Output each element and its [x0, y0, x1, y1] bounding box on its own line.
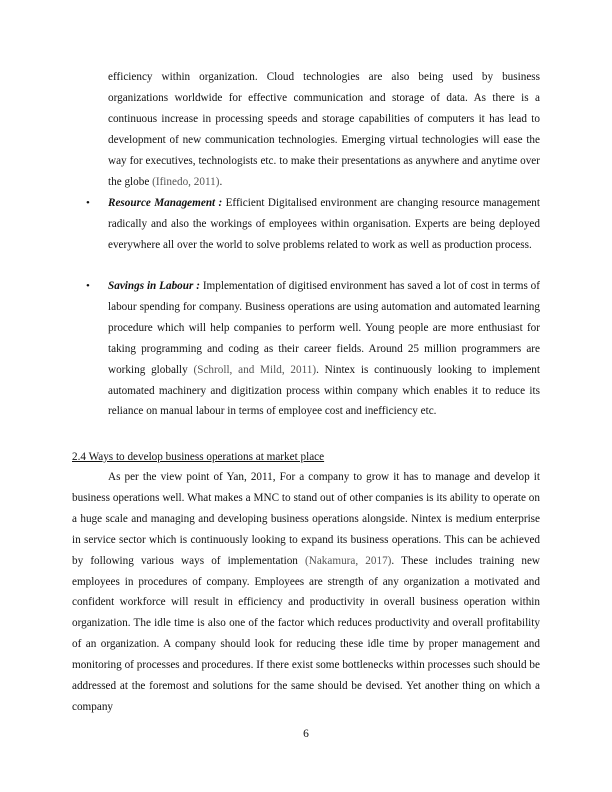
bullet-term: Savings in Labour : [108, 280, 200, 292]
bullet-text [108, 276, 540, 422]
page-number: 6 [303, 728, 309, 740]
section-text-end: . These includes training new employees in procedures of company. Employees are strength of any organization a motivated and confident workforce will result in efficiency and productivity in overall business operation within organization. The idle time is also one of the factor which reduces productivity and overall profitability of an organization. A company should look for reducing these idle time by proper management and monitoring of processes and procedures. If there exist some bottlenecks within processes such should be addressed at the foremost and solutions for the same should be devised. Yet another thing on which a company [72, 554, 540, 713]
bullet-icon: • [86, 197, 90, 209]
section-heading: 2.4 Ways to develop business operations at market place [72, 451, 325, 463]
bullet-citation: (Schroll, and Mild, 2011) [193, 363, 317, 376]
bullet-body: Efficient Digitalised environment are changing resource management radically and also the workings of employees within organisation. Experts are being deployed everywhere all over the world to solve problems related to work as well as production process. [108, 197, 540, 251]
bullet-text [108, 193, 540, 256]
bullet-body-end: . Nintex is continuously looking to implement automated machinery and digitization process within company which enables it to reduce its reliance on manual labour in terms of employee cost and inefficiency etc. [108, 363, 540, 418]
continuation-end: . [219, 175, 223, 188]
continuation-paragraph [108, 67, 540, 192]
section-paragraph [72, 467, 540, 718]
continuation-citation: (Ifinedo, 2011) [152, 175, 220, 188]
section-citation: (Nakamura, 2017) [305, 554, 392, 567]
section-text: As per the view point of Yan, 2011, For a company to grow it has to manage and develop it business operations well. What makes a MNC to stand out of other companies is its ability to operate on a huge scale and managing and developing business operations alongside. Nintex is medium enterprise in service sector which is continuously looking to expand its business operations. This can be achieved by following various ways of implementation [72, 471, 540, 567]
continuation-text: efficiency within organization. Cloud technologies are also being used by business organizations worldwide for effective communication and storage of data. As there is a continuous increase in processing speeds and storage capabilities of computers it has lead to development of new communication technologies. Emerging virtual technologies will ease the way for executives, technologists etc. to make their presentations as anywhere and anytime over the globe [108, 71, 540, 188]
bullet-term: Resource Management : [108, 197, 223, 209]
bullet-icon: • [86, 280, 90, 292]
bullet-body: Implementation of digitised environment has saved a lot of cost in terms of labour spending for company. Business operations are using automation and automated learning procedure which will help companies to perform well. Young people are more enthusiast for taking programming and coding as their career fields. Around 25 million programmers are working globally [108, 280, 541, 376]
